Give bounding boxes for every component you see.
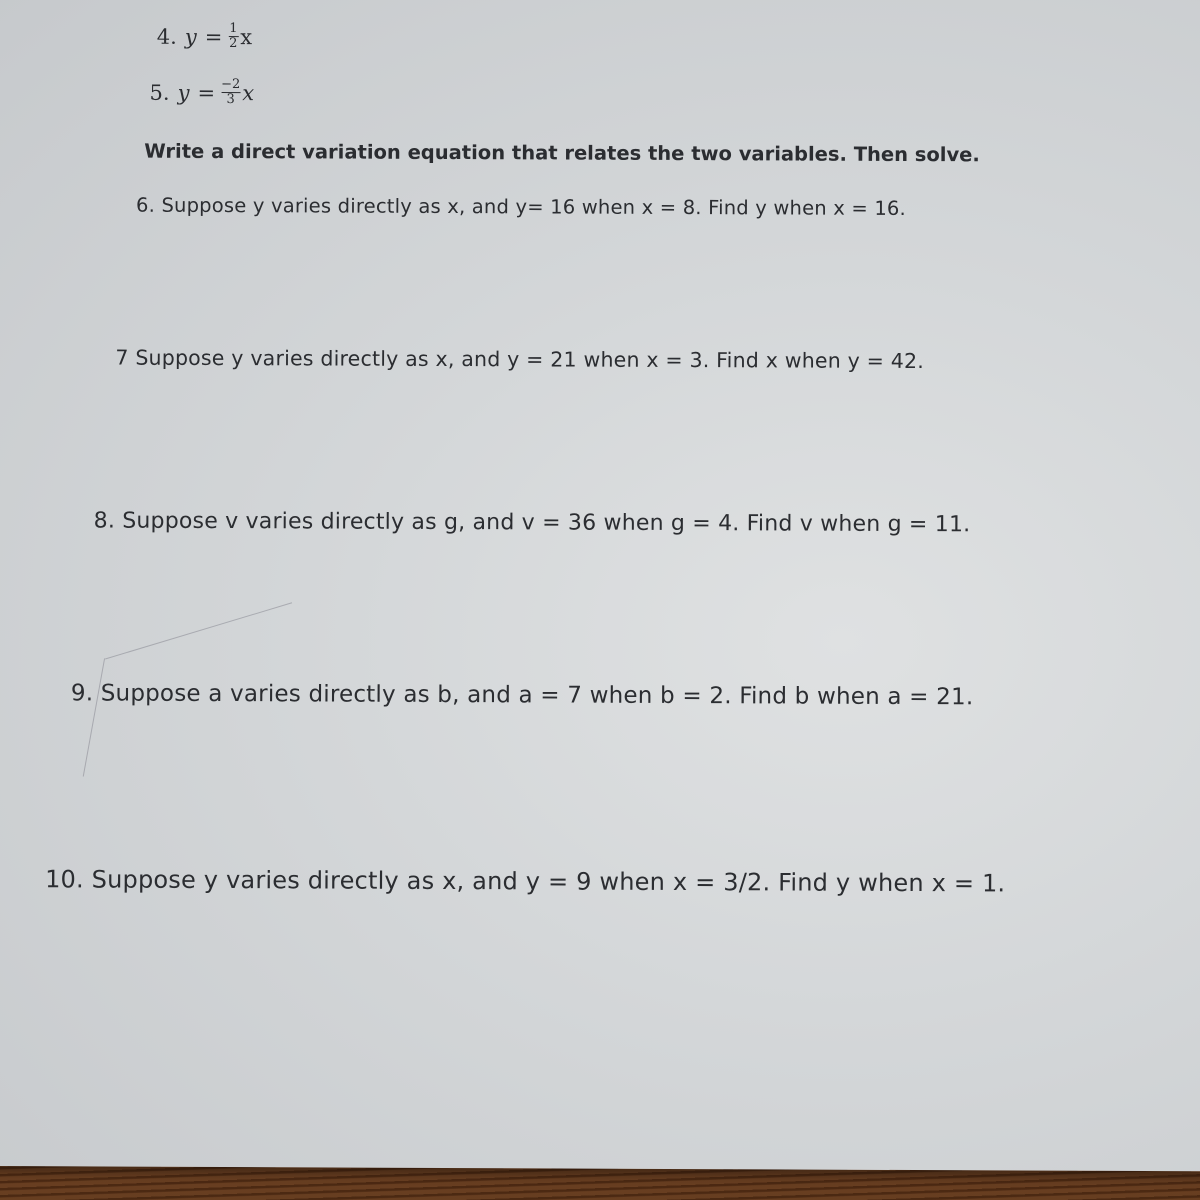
fraction-denominator: 3 — [226, 92, 235, 108]
problem-6: 6. Suppose y varies directly as x, and y= 16 when x = 8. Find y when x = 16. — [136, 193, 907, 220]
fraction-denominator: 2 — [229, 36, 238, 52]
instructions-heading: Write a direct variation equation that relates the two variables. Then solve. — [144, 139, 980, 167]
equation-variable: x — [242, 80, 255, 105]
fraction-numerator: −2 — [221, 77, 241, 93]
equation-4 — [157, 23, 252, 50]
equals-sign: = — [197, 80, 216, 105]
problem-9: 9. Suppose a varies directly as b, and a = 7 when b = 2. Find b when a = 21. — [70, 680, 974, 711]
pencil-mark — [105, 602, 292, 659]
problem-10: 10. Suppose y varies directly as x, and y = 9 when x = 3/2. Find y when x = 1. — [45, 865, 1006, 898]
fraction — [221, 79, 240, 106]
equation-5 — [149, 79, 254, 106]
equation-lhs: y — [177, 80, 190, 105]
equation-number: 5. — [149, 80, 170, 105]
fraction-numerator: 1 — [229, 21, 238, 37]
problem-7: 7 Suppose y varies directly as x, and y = 21 when x = 3. Find x when y = 42. — [115, 345, 925, 374]
equation-number: 4. — [156, 24, 177, 49]
equation-variable: x — [240, 24, 253, 49]
equals-sign: = — [204, 24, 223, 49]
equation-lhs: y — [184, 24, 197, 49]
fraction — [228, 23, 238, 50]
problem-8: 8. Suppose v varies directly as g, and v = 36 when g = 4. Find v when g = 11. — [93, 508, 971, 538]
pencil-mark — [83, 658, 105, 776]
